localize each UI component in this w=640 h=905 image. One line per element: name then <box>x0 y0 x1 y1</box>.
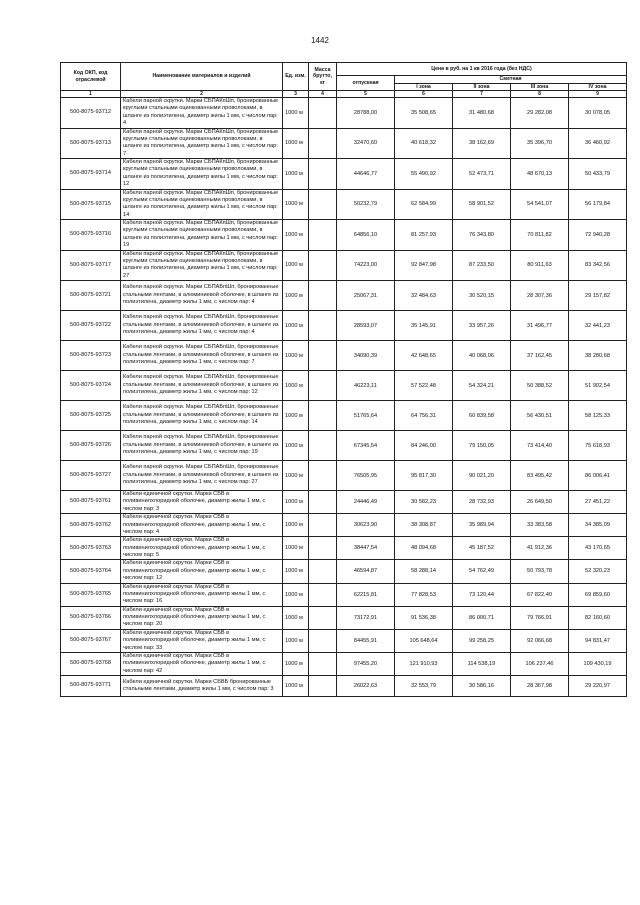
row-price-zone-4: 36 460,92 <box>569 128 627 159</box>
row-price-zone-2: 52 473,71 <box>453 159 511 190</box>
row-mass <box>309 606 337 629</box>
row-price-zone-2: 31 480,68 <box>453 98 511 129</box>
row-mass <box>309 431 337 461</box>
header-smetnaya: Сметная <box>395 76 627 84</box>
row-mass <box>309 461 337 491</box>
row-price-zone-4: 109 430,19 <box>569 652 627 675</box>
row-price-zone-3: 80 911,63 <box>511 250 569 281</box>
table-row <box>61 159 627 190</box>
row-price-zone-1: 77 828,53 <box>395 583 453 606</box>
row-unit: 1000 м <box>283 189 309 220</box>
row-unit: 1000 м <box>283 629 309 652</box>
row-mass <box>309 128 337 159</box>
row-unit: 1000 м <box>283 341 309 371</box>
price-table <box>60 62 627 697</box>
row-price-otpusknaya: 64856,10 <box>337 220 395 251</box>
table-row <box>61 514 627 537</box>
row-price-zone-2: 87 233,50 <box>453 250 511 281</box>
row-price-zone-3: 41 912,36 <box>511 537 569 560</box>
row-mass <box>309 652 337 675</box>
row-price-zone-2: 76 343,80 <box>453 220 511 251</box>
row-price-zone-1: 35 508,65 <box>395 98 453 129</box>
table-row <box>61 128 627 159</box>
row-price-otpusknaya: 30623,90 <box>337 514 395 537</box>
row-name: Кабели парной скрутки. Марки СБПАБпШп, бронированные стальными лентами, в алюминиевой оболочке, в шланге из полиэтилена, диаметр жилы 1 мм, с числом пар: 7 <box>121 341 283 371</box>
row-price-zone-2: 28 732,93 <box>453 491 511 514</box>
row-mass <box>309 250 337 281</box>
table-row <box>61 461 627 491</box>
header-zone-4: IV зона <box>569 83 627 91</box>
header-zone-3: III зона <box>511 83 569 91</box>
row-price-zone-2: 86 000,71 <box>453 606 511 629</box>
row-price-zone-1: 84 246,00 <box>395 431 453 461</box>
row-name: Кабели парной скрутки. Марки СБПАБпШп, бронированные стальными лентами, в алюминиевой оболочке, в шланге из полиэтилена, диаметр жилы 1 мм, с числом пар: 14 <box>121 401 283 431</box>
row-price-otpusknaya: 34090,39 <box>337 341 395 371</box>
row-price-otpusknaya: 67345,54 <box>337 431 395 461</box>
row-price-zone-3: 37 162,45 <box>511 341 569 371</box>
col-number: 4 <box>309 91 337 98</box>
row-price-zone-3: 67 822,40 <box>511 583 569 606</box>
row-price-zone-3: 28 367,98 <box>511 676 569 697</box>
row-price-zone-2: 58 901,52 <box>453 189 511 220</box>
row-price-zone-4: 86 006,41 <box>569 461 627 491</box>
row-price-zone-4: 75 618,93 <box>569 431 627 461</box>
row-price-zone-3: 31 496,77 <box>511 311 569 341</box>
row-price-zone-2: 54 762,49 <box>453 560 511 583</box>
row-unit: 1000 м <box>283 220 309 251</box>
row-code: 500-8075-93767 <box>61 629 121 652</box>
row-price-zone-1: 48 094,68 <box>395 537 453 560</box>
row-price-zone-1: 40 618,32 <box>395 128 453 159</box>
row-price-zone-2: 30 586,16 <box>453 676 511 697</box>
row-price-zone-4: 32 441,23 <box>569 311 627 341</box>
row-price-zone-1: 38 308,87 <box>395 514 453 537</box>
row-code: 500-8075-93724 <box>61 371 121 401</box>
row-price-zone-4: 43 170,65 <box>569 537 627 560</box>
table-row <box>61 341 627 371</box>
row-code: 500-8075-93723 <box>61 341 121 371</box>
row-price-otpusknaya: 76505,95 <box>337 461 395 491</box>
row-price-zone-3: 26 649,50 <box>511 491 569 514</box>
row-code: 500-8075-93725 <box>61 401 121 431</box>
row-name: Кабели единичной скрутки. Марки СБВ в поливинилхлоридной оболочке, диаметр жилы 1 мм, с числом пар: 16 <box>121 583 283 606</box>
row-price-otpusknaya: 44646,77 <box>337 159 395 190</box>
table-row <box>61 537 627 560</box>
col-number: 9 <box>569 91 627 98</box>
table-row <box>61 560 627 583</box>
row-name: Кабели единичной скрутки. Марки СБВ в поливинилхлоридной оболочке, диаметр жилы 1 мм, с числом пар: 42 <box>121 652 283 675</box>
row-price-zone-1: 105 648,64 <box>395 629 453 652</box>
table-row <box>61 652 627 675</box>
page-number: 1442 <box>311 36 329 45</box>
table-row <box>61 371 627 401</box>
header-zone-1: I зона <box>395 83 453 91</box>
row-price-zone-1: 62 584,99 <box>395 189 453 220</box>
row-name: Кабели парной скрутки. Марки СБПАКпШп, бронированные круглыми стальными оцинкованными проволоками, в шланге из полиэтилена, диаметр жилы 1 мм, с числом пар: 7 <box>121 128 283 159</box>
row-price-zone-2: 30 520,15 <box>453 281 511 311</box>
col-number: 8 <box>511 91 569 98</box>
row-price-zone-2: 60 839,58 <box>453 401 511 431</box>
row-price-otpusknaya: 26022,63 <box>337 676 395 697</box>
row-mass <box>309 311 337 341</box>
row-price-zone-4: 69 859,60 <box>569 583 627 606</box>
row-unit: 1000 м <box>283 560 309 583</box>
row-price-zone-4: 56 179,84 <box>569 189 627 220</box>
row-price-zone-2: 33 957,26 <box>453 311 511 341</box>
table-row <box>61 250 627 281</box>
row-price-otpusknaya: 46223,11 <box>337 371 395 401</box>
row-unit: 1000 м <box>283 98 309 129</box>
row-price-otpusknaya: 97455,20 <box>337 652 395 675</box>
row-mass <box>309 281 337 311</box>
row-mass <box>309 629 337 652</box>
row-price-otpusknaya: 74223,00 <box>337 250 395 281</box>
row-name: Кабели парной скрутки. Марки СБПАКпШп, бронированные круглыми стальными оцинкованными проволоками, в шланге из полиэтилена, диаметр жилы 1 мм, с числом пар: 19 <box>121 220 283 251</box>
table-row <box>61 629 627 652</box>
table-row <box>61 189 627 220</box>
row-price-zone-3: 106 237,46 <box>511 652 569 675</box>
row-price-zone-1: 42 648,65 <box>395 341 453 371</box>
row-name: Кабели единичной скрутки. Марки СБВ в поливинилхлоридной оболочке, диаметр жилы 1 мм, с числом пар: 20 <box>121 606 283 629</box>
table-row <box>61 491 627 514</box>
row-price-otpusknaya: 38447,54 <box>337 537 395 560</box>
row-name: Кабели парной скрутки. Марки СБПАКпШп, бронированные круглыми стальными оцинкованными проволоками, в шланге из полиэтилена, диаметр жилы 1 мм, с числом пар: 12 <box>121 159 283 190</box>
row-price-zone-1: 91 536,38 <box>395 606 453 629</box>
table-row <box>61 220 627 251</box>
col-number: 1 <box>61 91 121 98</box>
table-row <box>61 281 627 311</box>
row-price-zone-2: 114 538,19 <box>453 652 511 675</box>
column-number-row <box>61 91 627 98</box>
row-price-zone-4: 29 157,82 <box>569 281 627 311</box>
row-mass <box>309 98 337 129</box>
row-price-zone-3: 79 766,91 <box>511 606 569 629</box>
row-price-zone-2: 54 324,21 <box>453 371 511 401</box>
row-mass <box>309 514 337 537</box>
row-price-zone-3: 35 396,70 <box>511 128 569 159</box>
table-row <box>61 311 627 341</box>
row-mass <box>309 583 337 606</box>
row-price-zone-3: 50 388,52 <box>511 371 569 401</box>
row-code: 500-8075-93761 <box>61 491 121 514</box>
table-row <box>61 401 627 431</box>
row-name: Кабели единичной скрутки. Марки СБВБ бронированные стальными лентами, диаметр жилы 1 мм, с числом пар: 3 <box>121 676 283 697</box>
row-name: Кабели единичной скрутки. Марки СБВ в поливинилхлоридной оболочке, диаметр жилы 1 мм, с числом пар: 33 <box>121 629 283 652</box>
row-price-zone-3: 83 495,42 <box>511 461 569 491</box>
row-price-zone-4: 72 940,28 <box>569 220 627 251</box>
row-price-zone-1: 32 484,63 <box>395 281 453 311</box>
row-price-zone-1: 30 582,23 <box>395 491 453 514</box>
row-price-zone-2: 79 150,05 <box>453 431 511 461</box>
row-price-otpusknaya: 50232,79 <box>337 189 395 220</box>
row-unit: 1000 м <box>283 537 309 560</box>
row-name: Кабели единичной скрутки. Марки СБВ в поливинилхлоридной оболочке, диаметр жилы 1 мм, с числом пар: 4 <box>121 514 283 537</box>
row-mass <box>309 676 337 697</box>
row-code: 500-8075-93768 <box>61 652 121 675</box>
row-price-zone-3: 50 793,78 <box>511 560 569 583</box>
row-unit: 1000 м <box>283 676 309 697</box>
row-price-zone-4: 51 902,54 <box>569 371 627 401</box>
row-price-zone-1: 95 817,30 <box>395 461 453 491</box>
row-code: 500-8075-93771 <box>61 676 121 697</box>
row-code: 500-8075-93762 <box>61 514 121 537</box>
row-price-zone-3: 73 414,40 <box>511 431 569 461</box>
row-price-zone-3: 28 307,36 <box>511 281 569 311</box>
col-number: 6 <box>395 91 453 98</box>
row-price-zone-2: 40 068,06 <box>453 341 511 371</box>
col-number: 3 <box>283 91 309 98</box>
header-price-title: Цена в руб. на 1 кв 2016 года (без НДС) <box>337 63 627 76</box>
row-code: 500-8075-93727 <box>61 461 121 491</box>
row-price-zone-4: 27 451,22 <box>569 491 627 514</box>
row-unit: 1000 м <box>283 431 309 461</box>
row-code: 500-8075-93715 <box>61 189 121 220</box>
row-price-zone-1: 92 847,98 <box>395 250 453 281</box>
row-name: Кабели парной скрутки. Марки СБПАКпШп, бронированные круглыми стальными оцинкованными проволоками, в шланге из полиэтилена, диаметр жилы 1 мм, с числом пар: 14 <box>121 189 283 220</box>
row-price-zone-3: 70 811,82 <box>511 220 569 251</box>
row-price-zone-1: 55 490,92 <box>395 159 453 190</box>
header-zone-2: II зона <box>453 83 511 91</box>
row-price-zone-3: 56 430,51 <box>511 401 569 431</box>
col-number: 2 <box>121 91 283 98</box>
row-mass <box>309 560 337 583</box>
row-mass <box>309 491 337 514</box>
row-name: Кабели парной скрутки. Марки СБПАБпШп, бронированные стальными лентами, в алюминиевой оболочке, в шланге из полиэтилена, диаметр жилы 1 мм, с числом пар: 19 <box>121 431 283 461</box>
row-code: 500-8075-93721 <box>61 281 121 311</box>
row-price-otpusknaya: 46594,87 <box>337 560 395 583</box>
row-code: 500-8075-93763 <box>61 537 121 560</box>
row-price-otpusknaya: 73172,91 <box>337 606 395 629</box>
header-name: Наименование материалов и изделий <box>121 63 283 91</box>
row-unit: 1000 м <box>283 652 309 675</box>
row-unit: 1000 м <box>283 371 309 401</box>
row-price-zone-4: 30 078,05 <box>569 98 627 129</box>
row-price-zone-2: 38 162,69 <box>453 128 511 159</box>
row-price-zone-4: 38 280,68 <box>569 341 627 371</box>
row-price-zone-4: 34 385,09 <box>569 514 627 537</box>
row-unit: 1000 м <box>283 514 309 537</box>
row-price-zone-3: 92 066,68 <box>511 629 569 652</box>
row-code: 500-8075-93765 <box>61 583 121 606</box>
row-unit: 1000 м <box>283 281 309 311</box>
row-price-zone-1: 32 553,79 <box>395 676 453 697</box>
row-price-zone-2: 35 989,94 <box>453 514 511 537</box>
table-row <box>61 431 627 461</box>
row-name: Кабели единичной скрутки. Марки СБВ в поливинилхлоридной оболочке, диаметр жилы 1 мм, с числом пар: 3 <box>121 491 283 514</box>
row-price-zone-1: 121 910,93 <box>395 652 453 675</box>
row-name: Кабели парной скрутки. Марки СБПАКпШп, бронированные круглыми стальными оцинкованными проволоками, в шланге из полиэтилена, диаметр жилы 1 мм, с числом пар: 27 <box>121 250 283 281</box>
row-price-zone-2: 45 187,52 <box>453 537 511 560</box>
row-price-zone-4: 94 831,47 <box>569 629 627 652</box>
row-mass <box>309 159 337 190</box>
row-price-zone-2: 73 120,44 <box>453 583 511 606</box>
row-price-otpusknaya: 25067,31 <box>337 281 395 311</box>
row-mass <box>309 341 337 371</box>
row-price-zone-4: 83 342,56 <box>569 250 627 281</box>
row-mass <box>309 189 337 220</box>
row-price-zone-1: 64 756,31 <box>395 401 453 431</box>
row-mass <box>309 401 337 431</box>
row-unit: 1000 м <box>283 250 309 281</box>
row-price-otpusknaya: 84455,91 <box>337 629 395 652</box>
row-unit: 1000 м <box>283 401 309 431</box>
row-code: 500-8075-93764 <box>61 560 121 583</box>
table-body <box>61 98 627 697</box>
table-row <box>61 98 627 129</box>
row-price-otpusknaya: 51765,64 <box>337 401 395 431</box>
col-number: 5 <box>337 91 395 98</box>
table-row <box>61 606 627 629</box>
row-mass <box>309 537 337 560</box>
row-name: Кабели парной скрутки. Марки СБПАБпШп, бронированные стальными лентами, в алюминиевой оболочке, в шланге из полиэтилена, диаметр жилы 1 мм, с числом пар: 27 <box>121 461 283 491</box>
row-code: 500-8075-93713 <box>61 128 121 159</box>
row-price-zone-4: 29 220,97 <box>569 676 627 697</box>
col-number: 7 <box>453 91 511 98</box>
row-price-zone-4: 58 125,33 <box>569 401 627 431</box>
row-price-zone-2: 99 258,25 <box>453 629 511 652</box>
row-unit: 1000 м <box>283 606 309 629</box>
row-price-otpusknaya: 32470,60 <box>337 128 395 159</box>
row-code: 500-8075-93722 <box>61 311 121 341</box>
row-price-zone-4: 52 320,23 <box>569 560 627 583</box>
row-unit: 1000 м <box>283 491 309 514</box>
header-mass: Масса брутто, кг <box>309 63 337 91</box>
row-name: Кабели парной скрутки. Марки СБПАБпШп, бронированные стальными лентами, в алюминиевой оболочке, в шланге из полиэтилена, диаметр жилы 1 мм, с числом пар: 12 <box>121 371 283 401</box>
row-name: Кабели парной скрутки. Марки СБПАКпШп, бронированные круглыми стальными оцинкованными проволоками, в шланге из полиэтилена, диаметр жилы 1 мм, с числом пар: 4 <box>121 98 283 129</box>
row-price-zone-4: 50 433,79 <box>569 159 627 190</box>
table-row <box>61 676 627 697</box>
row-unit: 1000 м <box>283 159 309 190</box>
row-price-zone-1: 58 288,14 <box>395 560 453 583</box>
header-code: Код ОКП, код отраслевой <box>61 63 121 91</box>
row-code: 500-8075-93766 <box>61 606 121 629</box>
table-row <box>61 583 627 606</box>
row-price-zone-3: 29 282,08 <box>511 98 569 129</box>
row-name: Кабели единичной скрутки. Марки СБВ в поливинилхлоридной оболочке, диаметр жилы 1 мм, с числом пар: 5 <box>121 537 283 560</box>
header-otpusknaya: отпускная <box>337 76 395 91</box>
row-price-zone-1: 57 522,48 <box>395 371 453 401</box>
row-price-otpusknaya: 28593,07 <box>337 311 395 341</box>
row-price-otpusknaya: 24446,49 <box>337 491 395 514</box>
row-unit: 1000 м <box>283 311 309 341</box>
row-price-otpusknaya: 62215,81 <box>337 583 395 606</box>
row-code: 500-8075-93716 <box>61 220 121 251</box>
header-unit: Ед. изм. <box>283 63 309 91</box>
row-mass <box>309 220 337 251</box>
row-name: Кабели парной скрутки. Марки СБПАБпШп, бронированные стальными лентами, в алюминиевой оболочке, в шланге из полиэтилена, диаметр жилы 1 мм, с числом пар: 4 <box>121 311 283 341</box>
row-code: 500-8075-93717 <box>61 250 121 281</box>
row-price-zone-4: 82 160,60 <box>569 606 627 629</box>
row-unit: 1000 м <box>283 583 309 606</box>
row-price-zone-3: 54 541,07 <box>511 189 569 220</box>
row-price-zone-3: 48 670,13 <box>511 159 569 190</box>
row-price-zone-1: 35 145,91 <box>395 311 453 341</box>
row-code: 500-8075-93714 <box>61 159 121 190</box>
row-code: 500-8075-93726 <box>61 431 121 461</box>
row-name: Кабели единичной скрутки. Марки СБВ в поливинилхлоридной оболочке, диаметр жилы 1 мм, с числом пар: 12 <box>121 560 283 583</box>
table-header <box>61 63 627 98</box>
row-unit: 1000 м <box>283 128 309 159</box>
row-price-zone-3: 33 383,58 <box>511 514 569 537</box>
row-unit: 1000 м <box>283 461 309 491</box>
row-mass <box>309 371 337 401</box>
row-price-zone-2: 90 021,20 <box>453 461 511 491</box>
row-name: Кабели парной скрутки. Марки СБПАБпШп, бронированные стальными лентами, в алюминиевой оболочке, в шланге из полиэтилена, диаметр жилы 1 мм, с числом пар: 4 <box>121 281 283 311</box>
row-price-otpusknaya: 28788,00 <box>337 98 395 129</box>
row-code: 500-8075-93712 <box>61 98 121 129</box>
row-price-zone-1: 81 257,93 <box>395 220 453 251</box>
